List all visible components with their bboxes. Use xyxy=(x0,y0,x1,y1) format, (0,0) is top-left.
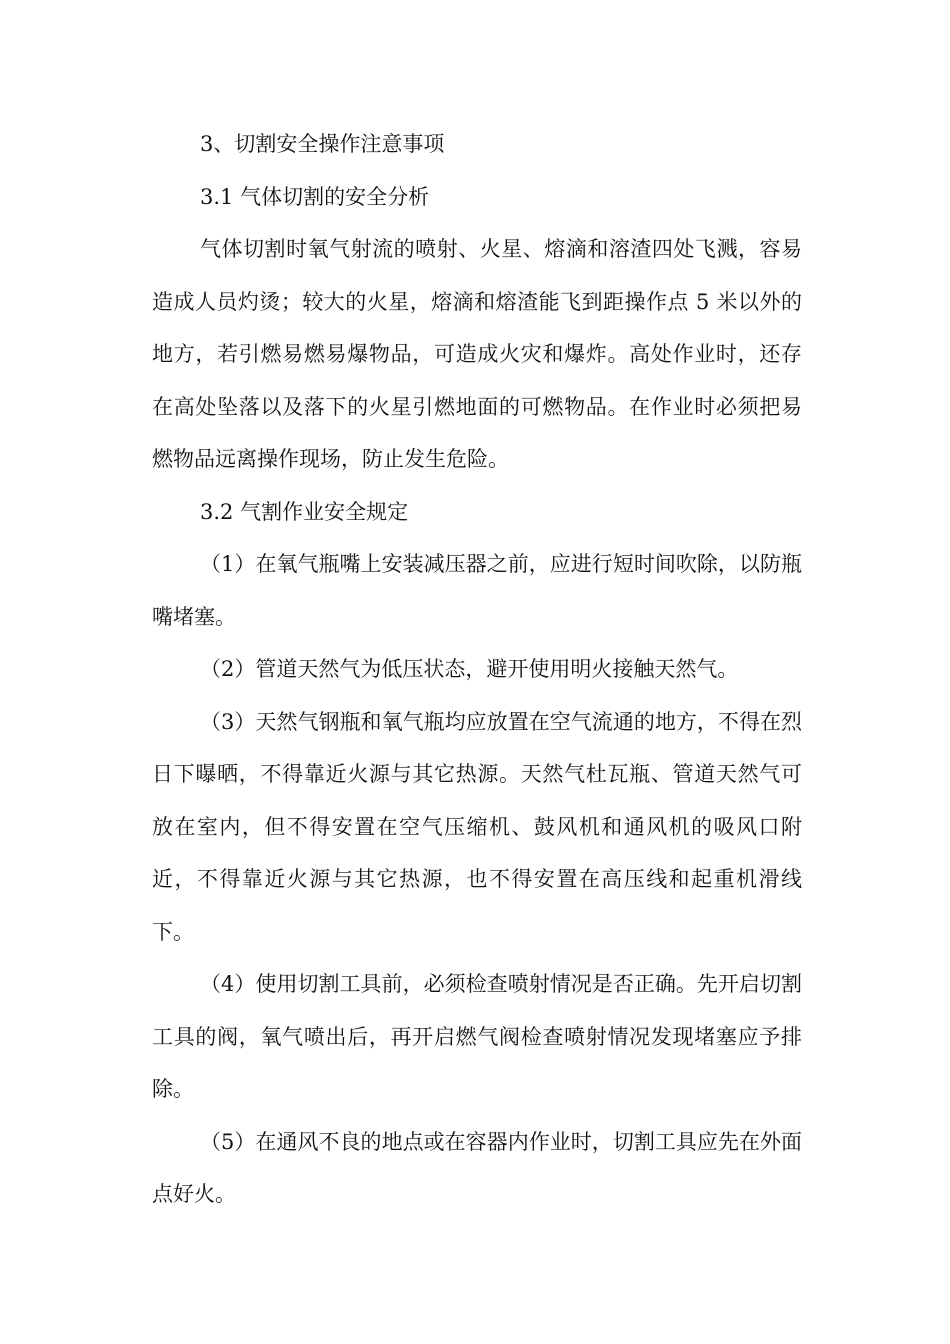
section-heading: 3、切割安全操作注意事项 xyxy=(200,132,445,156)
subsection-heading: 3.2 气割作业安全规定 xyxy=(200,499,409,524)
subsection-heading: 3.1 气体切割的安全分析 xyxy=(200,184,430,209)
list-item: （5）在通风不良的地点或在容器内作业时，切割工具应先在外面点好火。 xyxy=(152,1129,802,1206)
body-paragraph: 气体切割时氧气射流的喷射、火星、熔滴和溶渣四处飞溅，容易造成人员灼烫；较大的火星，熔滴和熔渣能飞到距操作点 5 米以外的地方，若引燃易燃易爆物品，可造成火灾和爆炸。高处作业时，还存在高处坠落以及落下的火星引燃地面的可燃物品。在作业时必须把易燃物品远离操作现场，防止发生危险。 xyxy=(152,237,802,471)
list-item: （3）天然气钢瓶和氧气瓶均应放置在空气流通的地方，不得在烈日下曝晒，不得靠近火源与其它热源。天然气杜瓦瓶、管道天然气可放在室内，但不得安置在空气压缩机、鼓风机和通风机的吸风口附近，不得靠近火源与其它热源，也不得安置在高压线和起重机滑线下。 xyxy=(152,709,802,944)
document-body xyxy=(152,118,802,1221)
list-item: （2）管道天然气为低压状态，避开使用明火接触天然气。 xyxy=(200,657,739,681)
list-item: （4）使用切割工具前，必须检查喷射情况是否正确。先开启切割工具的阀，氧气喷出后，再开启燃气阀检查喷射情况发现堵塞应予排除。 xyxy=(152,972,802,1101)
list-item: （1）在氧气瓶嘴上安装减压器之前，应进行短时间吹除，以防瓶嘴堵塞。 xyxy=(152,552,802,629)
